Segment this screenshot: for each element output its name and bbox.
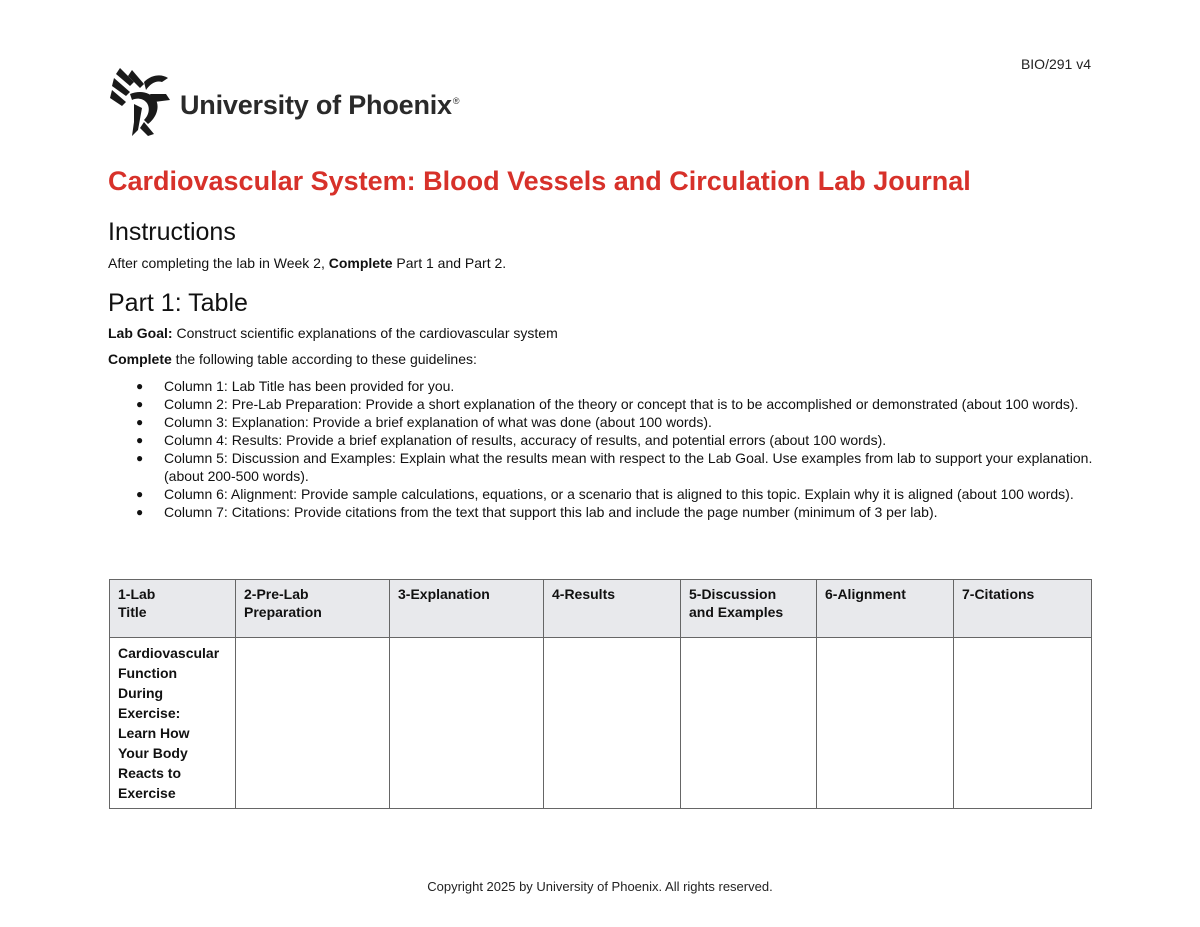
bullet-icon: ●	[136, 487, 144, 501]
cell-results[interactable]	[544, 638, 681, 809]
header-discussion: 5-Discussion and Examples	[681, 580, 817, 638]
guideline-item: ● Column 1: Lab Title has been provided for you.	[136, 378, 455, 394]
guideline-item: ● Column 3: Explanation: Provide a brief explanation of what was done (about 100 words).	[136, 414, 712, 430]
guideline-item: ● Column 6: Alignment: Provide sample calculations, equations, or a scenario that is aligned to this topic. Explain why it is aligned (about 100 words).	[136, 486, 1074, 502]
bullet-icon: ●	[136, 397, 144, 411]
phoenix-bird-icon	[110, 64, 174, 138]
guideline-item: ● Column 4: Results: Provide a brief explanation of results, accuracy of results, and potential errors (about 100 words).	[136, 432, 887, 448]
header-results: 4-Results	[544, 580, 681, 638]
table-row	[110, 638, 1092, 809]
guideline-item: ● Column 7: Citations: Provide citations from the text that support this lab and include the page number (minimum of 3 per lab).	[136, 504, 938, 520]
guideline-item: ● Column 5: Discussion and Examples: Explain what the results mean with respect to the Lab Goal. Use examples from lab to support your explanation. (about 200-500 words).	[136, 450, 1093, 484]
bullet-icon: ●	[136, 433, 144, 447]
bullet-icon: ●	[136, 505, 144, 519]
guidelines-list	[108, 377, 1093, 521]
part1-heading: Part 1: Table	[108, 289, 248, 317]
lab-goal: Lab Goal: Construct scientific explanations of the cardiovascular system	[108, 325, 558, 341]
header-lab-title: 1-Lab Title	[110, 580, 236, 638]
bullet-icon: ●	[136, 451, 144, 465]
document-title: Cardiovascular System: Blood Vessels and Circulation Lab Journal	[108, 166, 971, 196]
table-header-row	[110, 580, 1092, 638]
complete-instruction: Complete the following table according to these guidelines:	[108, 351, 477, 367]
course-code: BIO/291 v4	[1020, 56, 1091, 72]
header-alignment: 6-Alignment	[817, 580, 954, 638]
header-pre-lab-preparation: 2-Pre-Lab Preparation	[236, 580, 390, 638]
instructions-text: After completing the lab in Week 2, Complete Part 1 and Part 2.	[108, 255, 507, 271]
cell-lab-title: Cardiovascular Function During Exercise: Learn How Your Body Reacts to Exercise	[110, 638, 236, 809]
lab-journal-table	[109, 579, 1092, 809]
bullet-icon: ●	[136, 379, 144, 393]
header-explanation: 3-Explanation	[390, 580, 544, 638]
copyright-footer: Copyright 2025 by University of Phoenix. All rights reserved.	[427, 879, 773, 894]
cell-discussion[interactable]	[681, 638, 817, 809]
bullet-icon: ●	[136, 415, 144, 429]
header-citations: 7-Citations	[954, 580, 1092, 638]
cell-pre-lab-preparation[interactable]	[236, 638, 390, 809]
guideline-item: ● Column 2: Pre-Lab Preparation: Provide a short explanation of the theory or concept that is to be accomplished or demonstrated (about 100 words).	[136, 396, 1079, 412]
cell-explanation[interactable]	[390, 638, 544, 809]
cell-citations[interactable]	[954, 638, 1092, 809]
cell-alignment[interactable]	[817, 638, 954, 809]
university-logo	[110, 64, 459, 138]
instructions-heading: Instructions	[108, 218, 236, 246]
logo-wordmark: University of Phoenix®	[180, 89, 460, 120]
